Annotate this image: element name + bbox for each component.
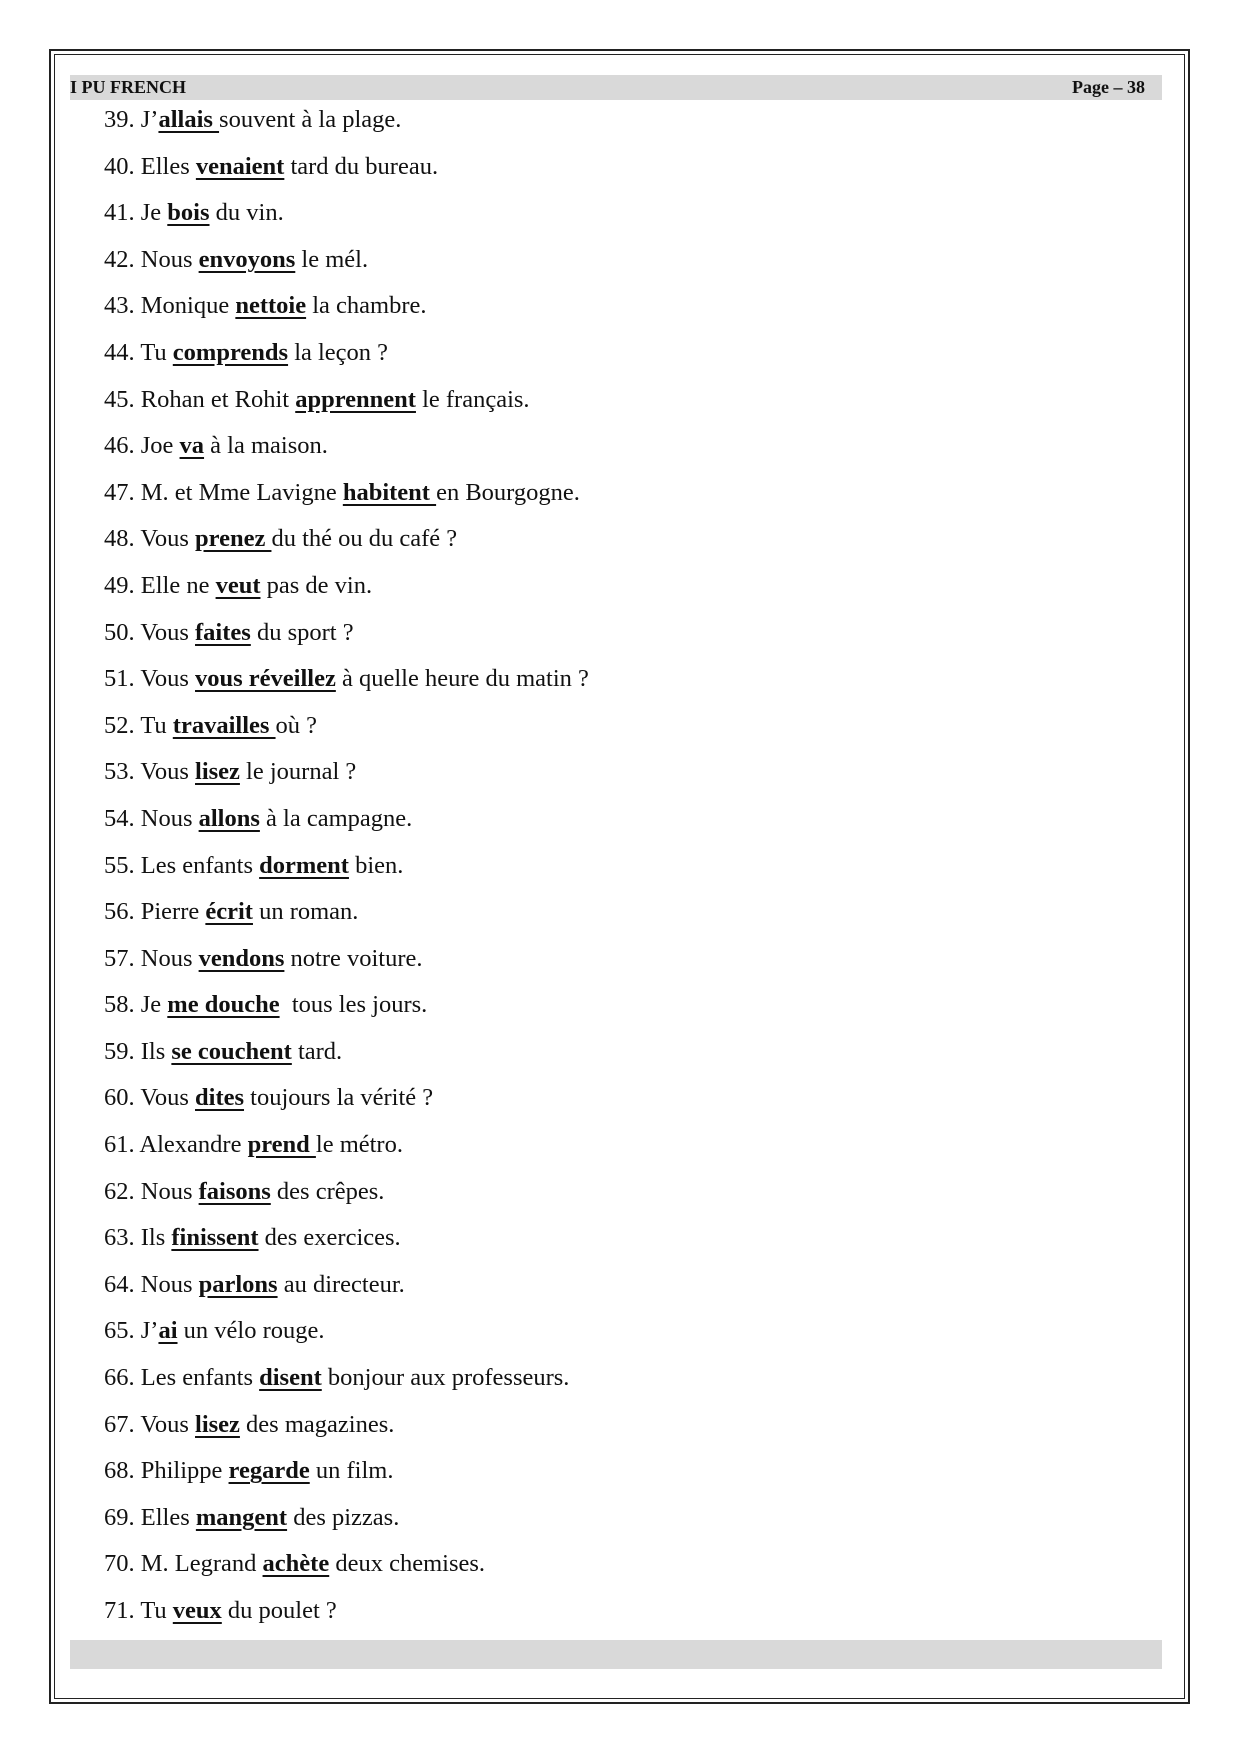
item-number: 70. xyxy=(104,1550,135,1578)
exercise-item xyxy=(104,239,589,286)
footer-band xyxy=(70,1640,1162,1669)
sentence-start: Tu xyxy=(140,711,173,739)
answer-verb: parlons xyxy=(198,1270,278,1298)
item-number: 46. xyxy=(104,432,135,460)
answer-verb: allais xyxy=(158,106,220,133)
sentence-end: un roman. xyxy=(252,898,359,926)
answer-verb: faisons xyxy=(198,1177,271,1205)
sentence-start: Vous xyxy=(140,758,196,786)
answer-verb: finissent xyxy=(171,1224,259,1252)
answer-verb: ai xyxy=(158,1317,178,1345)
sentence-start: Tu xyxy=(140,338,173,366)
sentence-start: Je xyxy=(140,991,168,1019)
sentence-end: un film. xyxy=(309,1457,394,1485)
exercise-item xyxy=(104,565,589,612)
answer-verb: comprends xyxy=(172,338,289,366)
exercise-item xyxy=(104,938,589,985)
sentence-start: Nous xyxy=(140,804,199,832)
sentence-end: des magazines. xyxy=(239,1410,395,1438)
sentence-start: Joe xyxy=(140,432,180,460)
item-number: 59. xyxy=(104,1037,135,1065)
item-number: 69. xyxy=(104,1503,135,1531)
sentence-end: toujours la vérité ? xyxy=(244,1084,434,1112)
item-number: 45. xyxy=(104,385,135,413)
exercise-item xyxy=(104,612,589,659)
exercise-item xyxy=(104,518,589,565)
item-number: 60. xyxy=(104,1084,135,1112)
sentence-end: le mél. xyxy=(295,245,369,273)
item-number: 53. xyxy=(104,758,135,786)
item-number: 68. xyxy=(104,1457,135,1485)
answer-verb: allons xyxy=(198,804,260,832)
exercise-item xyxy=(104,1217,589,1264)
sentence-end: des crêpes. xyxy=(270,1177,385,1205)
sentence-end: où ? xyxy=(275,711,318,739)
item-number: 61. xyxy=(104,1131,135,1159)
item-number: 56. xyxy=(104,898,135,926)
sentence-start: Les enfants xyxy=(140,851,260,879)
sentence-end: tard. xyxy=(291,1037,343,1065)
sentence-start: Nous xyxy=(140,245,199,273)
exercise-item xyxy=(104,285,589,332)
sentence-end: des exercices. xyxy=(258,1224,401,1252)
sentence-end: du vin. xyxy=(209,199,284,227)
sentence-end: du sport ? xyxy=(250,618,354,646)
sentence-start: M. et Mme Lavigne xyxy=(140,478,343,506)
sentence-start: Vous xyxy=(140,1410,196,1438)
sentence-end: le journal ? xyxy=(239,758,357,786)
sentence-end: souvent à la plage. xyxy=(219,106,402,133)
sentence-end: la chambre. xyxy=(306,292,427,320)
sentence-start: J’ xyxy=(140,1317,159,1345)
sentence-end: tous les jours. xyxy=(279,991,428,1019)
item-number: 52. xyxy=(104,711,135,739)
item-number: 66. xyxy=(104,1364,135,1392)
answer-verb: dorment xyxy=(259,851,349,879)
answer-verb: apprennent xyxy=(295,385,416,413)
answer-verb: nettoie xyxy=(235,292,307,320)
answer-verb: prend xyxy=(247,1131,316,1159)
exercise-item xyxy=(104,192,589,239)
exercise-list xyxy=(104,99,589,1637)
sentence-end: au directeur. xyxy=(277,1270,405,1298)
answer-verb: travailles xyxy=(172,711,276,739)
exercise-item xyxy=(104,845,589,892)
sentence-start: Ils xyxy=(140,1037,172,1065)
exercise-item xyxy=(104,1450,589,1497)
sentence-end: la leçon ? xyxy=(288,338,389,366)
sentence-start: M. Legrand xyxy=(140,1550,263,1578)
item-number: 49. xyxy=(104,571,135,599)
exercise-item xyxy=(104,99,589,146)
sentence-end: du poulet ? xyxy=(221,1597,337,1624)
answer-verb: vous réveillez xyxy=(195,665,336,693)
exercise-item xyxy=(104,751,589,798)
sentence-end: un vélo rouge. xyxy=(177,1317,325,1345)
item-number: 58. xyxy=(104,991,135,1019)
answer-verb: achète xyxy=(262,1550,330,1578)
exercise-item xyxy=(104,146,589,193)
item-number: 48. xyxy=(104,525,135,553)
exercise-item xyxy=(104,1077,589,1124)
answer-verb: veux xyxy=(172,1597,222,1624)
sentence-start: Elles xyxy=(140,152,196,180)
sentence-start: Ils xyxy=(140,1224,172,1252)
sentence-start: J’ xyxy=(140,106,159,133)
sentence-end: bonjour aux professeurs. xyxy=(321,1364,570,1392)
sentence-start: Vous xyxy=(140,1084,196,1112)
answer-verb: faites xyxy=(195,618,251,646)
answer-verb: me douche xyxy=(167,991,280,1019)
sentence-start: Elle ne xyxy=(140,571,216,599)
sentence-start: Nous xyxy=(140,1177,199,1205)
sentence-end: notre voiture. xyxy=(284,944,423,972)
item-number: 51. xyxy=(104,665,135,693)
header-band xyxy=(70,75,1162,100)
sentence-start: Elles xyxy=(140,1503,196,1531)
answer-verb: bois xyxy=(167,199,210,227)
item-number: 57. xyxy=(104,944,135,972)
exercise-item xyxy=(104,1124,589,1171)
exercise-item xyxy=(104,984,589,1031)
answer-verb: envoyons xyxy=(198,245,296,273)
item-number: 47. xyxy=(104,478,135,506)
sentence-end: le métro. xyxy=(315,1131,403,1159)
answer-verb: venaient xyxy=(195,152,285,180)
sentence-start: Alexandre xyxy=(139,1131,248,1159)
sentence-start: Pierre xyxy=(140,898,206,926)
answer-verb: mangent xyxy=(195,1503,288,1531)
page-number: Page – 38 xyxy=(1072,77,1145,97)
item-number: 65. xyxy=(104,1317,135,1345)
sentence-start: Vous xyxy=(140,525,196,553)
sentence-start: Tu xyxy=(140,1597,173,1624)
sentence-end: bien. xyxy=(348,851,404,879)
answer-verb: lisez xyxy=(195,758,240,786)
answer-verb: veut xyxy=(215,571,261,599)
exercise-item xyxy=(104,1264,589,1311)
exercise-item xyxy=(104,332,589,379)
item-number: 50. xyxy=(104,618,135,646)
exercise-item xyxy=(104,705,589,752)
sentence-end: du thé ou du café ? xyxy=(271,525,458,553)
exercise-item xyxy=(104,1031,589,1078)
item-number: 63. xyxy=(104,1224,135,1252)
item-number: 64. xyxy=(104,1270,135,1298)
item-number: 41. xyxy=(104,199,135,227)
sentence-start: Je xyxy=(140,199,168,227)
item-number: 62. xyxy=(104,1177,135,1205)
answer-verb: lisez xyxy=(195,1410,240,1438)
sentence-end: tard du bureau. xyxy=(284,152,439,180)
sentence-end: le français. xyxy=(415,385,530,413)
sentence-start: Vous xyxy=(140,618,196,646)
exercise-item xyxy=(104,1590,589,1637)
sentence-end: en Bourgogne. xyxy=(436,478,580,506)
sentence-start: Vous xyxy=(140,665,196,693)
answer-verb: dites xyxy=(195,1084,245,1112)
sentence-end: des pizzas. xyxy=(287,1503,400,1531)
answer-verb: vendons xyxy=(198,944,285,972)
answer-verb: écrit xyxy=(205,898,253,926)
sentence-end: à quelle heure du matin ? xyxy=(335,665,589,693)
item-number: 67. xyxy=(104,1410,135,1438)
exercise-item xyxy=(104,1310,589,1357)
header-title: I PU FRENCH xyxy=(70,77,186,97)
exercise-item xyxy=(104,472,589,519)
exercise-item xyxy=(104,1543,589,1590)
item-number: 54. xyxy=(104,804,135,832)
item-number: 55. xyxy=(104,851,135,879)
item-number: 43. xyxy=(104,292,135,320)
sentence-start: Les enfants xyxy=(140,1364,260,1392)
exercise-item xyxy=(104,891,589,938)
exercise-item xyxy=(104,425,589,472)
item-number: 39. xyxy=(104,106,135,133)
sentence-end: à la campagne. xyxy=(259,804,413,832)
exercise-item xyxy=(104,798,589,845)
answer-verb: disent xyxy=(259,1364,322,1392)
exercise-item xyxy=(104,1171,589,1218)
sentence-end: à la maison. xyxy=(204,432,328,460)
item-number: 44. xyxy=(104,338,135,366)
item-number: 42. xyxy=(104,245,135,273)
sentence-start: Rohan et Rohit xyxy=(140,385,296,413)
exercise-item xyxy=(104,1497,589,1544)
sentence-start: Nous xyxy=(140,1270,199,1298)
exercise-item xyxy=(104,658,589,705)
item-number: 71. xyxy=(104,1597,135,1624)
answer-verb: habitent xyxy=(342,478,437,506)
sentence-end: deux chemises. xyxy=(329,1550,486,1578)
item-number: 40. xyxy=(104,152,135,180)
sentence-start: Nous xyxy=(140,944,199,972)
exercise-item xyxy=(104,379,589,426)
exercise-item xyxy=(104,1404,589,1451)
sentence-end: pas de vin. xyxy=(260,571,373,599)
answer-verb: regarde xyxy=(228,1457,310,1485)
answer-verb: va xyxy=(179,432,205,460)
sentence-start: Monique xyxy=(140,292,236,320)
answer-verb: se couchent xyxy=(171,1037,292,1065)
exercise-item xyxy=(104,1357,589,1404)
sentence-start: Philippe xyxy=(140,1457,229,1485)
answer-verb: prenez xyxy=(195,525,272,553)
